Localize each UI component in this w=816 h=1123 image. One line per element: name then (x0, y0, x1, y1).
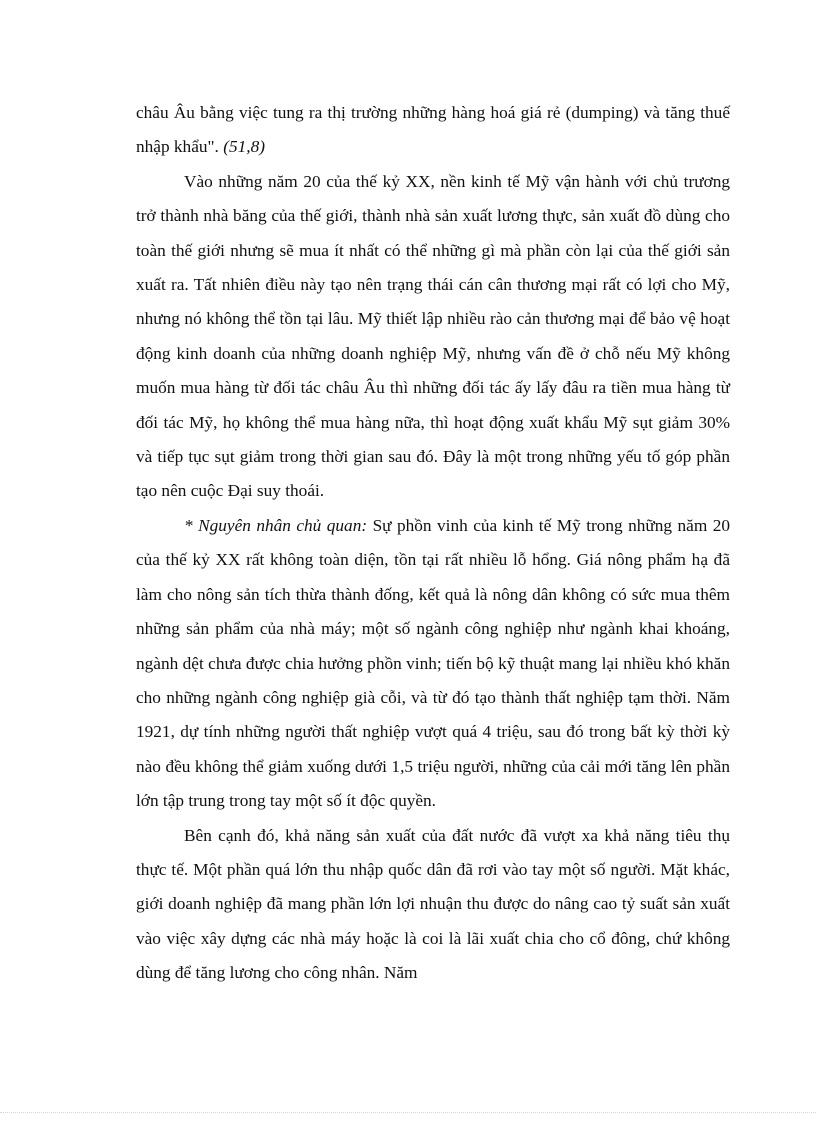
paragraph-1 (136, 96, 730, 165)
paragraph-3-text: Sự phồn vinh của kinh tế Mỹ trong những năm 20 của thế kỷ XX rất không toàn diện, tồn tại rất nhiều lỗ hổng. Giá nông phẩm hạ đã làm cho nông sản tích thừa thành đống, kết quả là nông dân không có sức mua thêm những sản phẩm của nhà máy; một số ngành công nghiệp như ngành khai khoáng, ngành dệt chưa được chia hưởng phồn vinh; tiến bộ kỹ thuật mang lại nhiều khó khăn cho những ngành công nghiệp già cỗi, và từ đó tạo thành thất nghiệp tạm thời. Năm 1921, dự tính những người thất nghiệp vượt quá 4 triệu, sau đó trong bất kỳ thời kỳ nào đều không thể giảm xuống dưới 1,5 triệu người, những của cải mới tăng lên phần lớn tập trung trong tay một số ít độc quyền. (136, 515, 731, 811)
paragraph-3 (136, 509, 730, 819)
section-label: * Nguyên nhân chủ quan: (184, 515, 368, 535)
page-bottom-divider (0, 1112, 816, 1113)
paragraph-4: Bên cạnh đó, khả năng sản xuất của đất nước đã vượt xa khả năng tiêu thụ thực tế. Một phần quá lớn thu nhập quốc dân đã rơi vào tay một số người. Mặt khác, giới doanh nghiệp đã mang phần lớn lợi nhuận thu được do nâng cao tỷ suất sản xuất vào việc xây dựng các nhà máy hoặc là coi là lãi xuất chia cho cổ đông, chứ không dùng để tăng lương cho công nhân. Năm (136, 825, 730, 983)
paragraph-1-text: châu Âu bằng việc tung ra thị trường những hàng hoá giá rẻ (dumping) và tăng thuế nhập khẩu". (136, 103, 730, 157)
body-text (136, 96, 730, 991)
paragraph-2: Vào những năm 20 của thế kỷ XX, nền kinh tế Mỹ vận hành với chủ trương trở thành nhà băng của thế giới, thành nhà sản xuất lương thực, sản xuất đồ dùng cho toàn thế giới nhưng sẽ mua ít nhất có thể những gì mà phần còn lại của thế giới sản xuất ra. Tất nhiên điều này tạo nên trạng thái cán cân thương mại rất có lợi cho Mỹ, nhưng nó không thể tồn tại lâu. Mỹ thiết lập nhiều rào cản thương mại để bảo vệ hoạt động kinh doanh của những doanh nghiệp Mỹ, nhưng vấn đề ở chỗ nếu Mỹ không muốn mua hàng từ đối tác châu Âu thì những đối tác ấy lấy đâu ra tiền mua hàng từ đối tác Mỹ, họ không thể mua hàng nữa, thì hoạt động xuất khẩu Mỹ sụt giảm 30% và tiếp tục sụt giảm trong thời gian sau đó. Đây là một trong những yếu tố góp phần tạo nên cuộc Đại suy thoái. (136, 171, 730, 501)
citation: (51,8) (223, 137, 265, 157)
